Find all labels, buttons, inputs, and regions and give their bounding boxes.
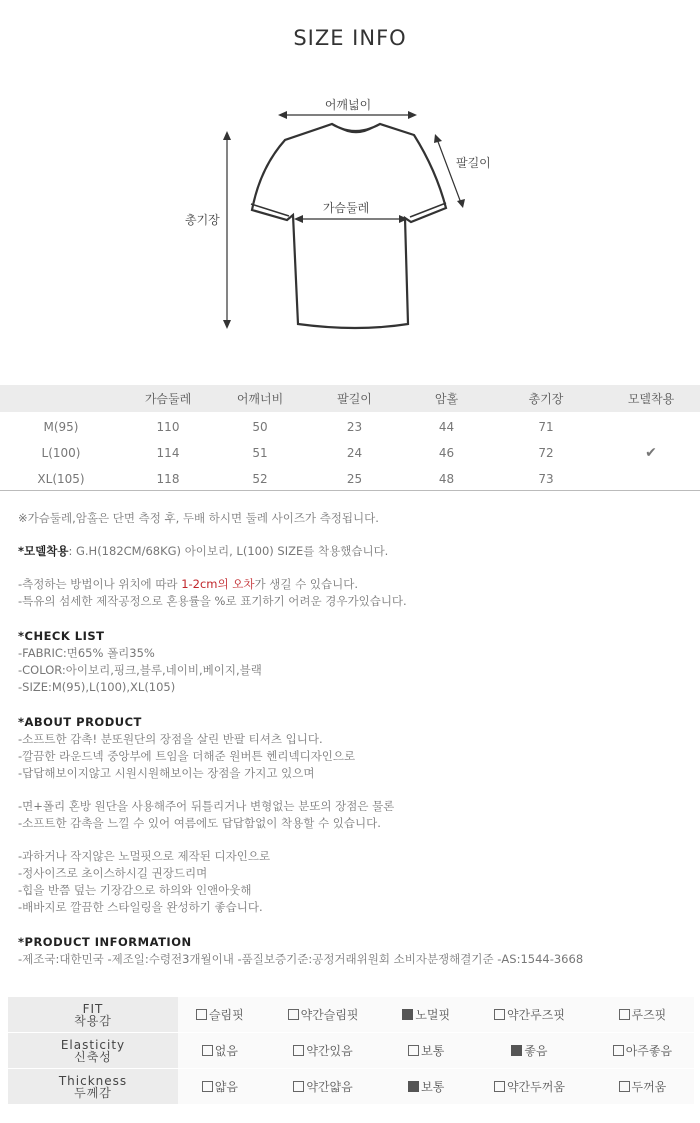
elasticity-option [262, 1033, 385, 1069]
divider [0, 490, 700, 491]
cell-sleeve: 23 [346, 420, 363, 434]
checkbox-icon [619, 1081, 630, 1092]
error-prefix: -측정하는 방법이나 위치에 따라 [18, 577, 182, 591]
checkbox-icon [196, 1009, 207, 1020]
table-row [0, 466, 700, 492]
header-size [0, 385, 122, 412]
checkbox-icon [408, 1045, 419, 1056]
thickness-row [8, 1069, 694, 1105]
option-label: 약간슬림핏 [300, 1008, 359, 1022]
header-chest: 가슴둘레 [144, 392, 192, 406]
thickness-option [468, 1069, 591, 1105]
elasticity-option [178, 1033, 262, 1069]
fit-table [8, 997, 694, 1105]
check-list-title: *CHECK LIST [18, 629, 105, 643]
fit-option [262, 997, 385, 1033]
check-icon: ✔ [645, 445, 657, 461]
fit-row [8, 997, 694, 1033]
list-item: -과하거나 작지않은 노멀핏으로 제작된 디자인으로 [18, 849, 271, 863]
list-item: -정사이즈로 초이스하시길 권장드리며 [18, 866, 208, 880]
checkbox-icon [613, 1045, 624, 1056]
cell-armhole: 46 [438, 446, 455, 460]
cell-length: 72 [538, 446, 554, 460]
option-label: 보통 [421, 1044, 445, 1058]
elasticity-label-ko: 신축성 [74, 1049, 112, 1064]
cell-chest: 118 [156, 472, 180, 486]
fit-label [8, 997, 178, 1033]
product-info-title: *PRODUCT INFORMATION [18, 935, 192, 949]
option-label: 루즈핏 [631, 1008, 667, 1022]
size-table [0, 385, 700, 492]
list-item: -COLOR:아이보리,핑크,블루,네이비,베이지,블랙 [18, 663, 262, 677]
option-label: 슬림핏 [208, 1008, 244, 1022]
option-label: 두꺼움 [631, 1080, 667, 1094]
option-label: 없음 [214, 1044, 238, 1058]
error-suffix: 가 생길 수 있습니다. [254, 577, 358, 591]
cell-armhole: 48 [438, 472, 455, 486]
fit-option-selected [384, 997, 468, 1033]
list-item: -소프트한 감촉을 느낄 수 있어 여름에도 답답함없이 착용할 수 있습니다. [18, 816, 381, 830]
thickness-option [262, 1069, 385, 1105]
option-label: 보통 [421, 1080, 445, 1094]
option-label: 좋음 [524, 1044, 548, 1058]
cell-sleeve: 24 [346, 446, 363, 460]
checkbox-icon [494, 1081, 505, 1092]
thickness-label-en: Thickness [58, 1073, 128, 1088]
option-label: 얇음 [214, 1080, 238, 1094]
error-note [18, 576, 688, 593]
elasticity-label [8, 1033, 178, 1069]
header-length: 총기장 [528, 392, 564, 406]
cell-chest: 114 [156, 446, 180, 460]
cell-size: XL(105) [37, 472, 85, 486]
fit-option [178, 997, 262, 1033]
list-item: -FABRIC:면65% 폴리35% [18, 646, 155, 660]
shoulder-label: 어깨넓이 [324, 98, 372, 112]
list-item: -배바지로 깔끔한 스타일링을 완성하기 좋습니다. [18, 900, 263, 914]
product-info-text: -제조국:대한민국 -제조일:수령전3개월이내 -품질보증기준:공정거래위원회 소비자분쟁해결기준 -AS:1544-3668 [18, 952, 584, 966]
checkbox-icon [494, 1009, 505, 1020]
tshirt-outline [252, 124, 446, 328]
chest-label: 가슴둘레 [322, 201, 370, 215]
header-shoulder: 어깨너비 [236, 392, 284, 406]
thickness-option-selected [384, 1069, 468, 1105]
size-table-header [0, 385, 700, 412]
thickness-option [178, 1069, 262, 1105]
cell-size: M(95) [43, 420, 79, 434]
product-notes [18, 510, 688, 968]
list-item: -답답해보이지않고 시원시원해보이는 장점을 가지고 있으며 [18, 766, 315, 780]
list-item: -SIZE:M(95),L(100),XL(105) [18, 680, 176, 694]
cell-model [602, 412, 700, 440]
cell-shoulder: 52 [252, 472, 268, 486]
measure-note: ※가슴둘레,암홀은 단면 측정 후, 두배 하시면 둘레 사이즈가 측정됩니다. [18, 511, 379, 525]
fit-option [468, 997, 591, 1033]
header-sleeve: 팔길이 [337, 392, 372, 406]
elasticity-option-selected [468, 1033, 591, 1069]
header-armhole: 암홀 [434, 392, 459, 406]
cell-chest: 110 [156, 420, 180, 434]
checkbox-checked-icon [408, 1081, 419, 1092]
cell-shoulder: 50 [252, 420, 268, 434]
checkbox-icon [288, 1009, 299, 1020]
blend-note: -특유의 섬세한 제작공정으로 혼용률을 %로 표기하기 어려운 경우가있습니다. [18, 594, 407, 608]
thickness-option [591, 1069, 694, 1105]
checkbox-icon [619, 1009, 630, 1020]
checkbox-icon [202, 1081, 213, 1092]
cell-armhole: 44 [438, 420, 455, 434]
option-label: 아주좋음 [625, 1044, 673, 1058]
checkbox-icon [202, 1045, 213, 1056]
thickness-label-ko: 두께감 [74, 1085, 112, 1100]
error-highlight: 1-2cm의 오차 [181, 577, 255, 591]
header-model: 모델착용 [627, 392, 675, 406]
table-row [0, 440, 700, 466]
model-text: : G.H(182CM/68KG) 아이보리, L(100) SIZE를 착용했습니다. [68, 544, 389, 558]
list-item: -소프트한 감촉! 분또원단의 장점을 살린 반팔 티셔츠 입니다. [18, 732, 323, 746]
list-item: -면+폴리 혼방 원단을 사용해주어 뒤틀리거나 변형없는 분또의 장점은 물론 [18, 799, 395, 813]
checkbox-icon [293, 1045, 304, 1056]
thickness-label [8, 1069, 178, 1105]
list-item: -깔끔한 라운드넥 중앙부에 트임을 더해준 원버튼 헨리넥디자인으로 [18, 749, 356, 763]
option-label: 약간루즈핏 [506, 1008, 565, 1022]
fit-label-en: FIT [82, 1001, 104, 1016]
list-item: -힙을 반쯤 덮는 기장감으로 하의와 인앤아웃해 [18, 883, 252, 897]
option-label: 약간있음 [306, 1044, 353, 1058]
fit-label-ko: 착용감 [74, 1013, 112, 1028]
model-label: *모델착용 [18, 544, 69, 558]
model-note [18, 543, 688, 560]
cell-size: L(100) [41, 446, 81, 460]
checkbox-checked-icon [402, 1009, 413, 1020]
option-label: 약간얇음 [306, 1080, 353, 1094]
cell-sleeve: 25 [346, 472, 363, 486]
cell-shoulder: 51 [252, 446, 268, 460]
option-label: 노멀핏 [415, 1008, 451, 1022]
fit-option [591, 997, 694, 1033]
tshirt-size-diagram [0, 80, 700, 360]
cell-length: 71 [538, 420, 554, 434]
elasticity-label-en: Elasticity [60, 1037, 126, 1052]
table-row [0, 412, 700, 440]
cell-length: 73 [538, 472, 554, 486]
checkbox-checked-icon [511, 1045, 522, 1056]
elasticity-option [384, 1033, 468, 1069]
about-product-title: *ABOUT PRODUCT [18, 715, 142, 729]
cell-model [602, 466, 700, 492]
page-title: SIZE INFO [293, 26, 407, 50]
option-label: 약간두꺼움 [506, 1080, 565, 1094]
elasticity-option [591, 1033, 694, 1069]
checkbox-icon [293, 1081, 304, 1092]
length-label: 총기장 [185, 213, 220, 227]
sleeve-label: 팔길이 [456, 156, 491, 170]
elasticity-row [8, 1033, 694, 1069]
